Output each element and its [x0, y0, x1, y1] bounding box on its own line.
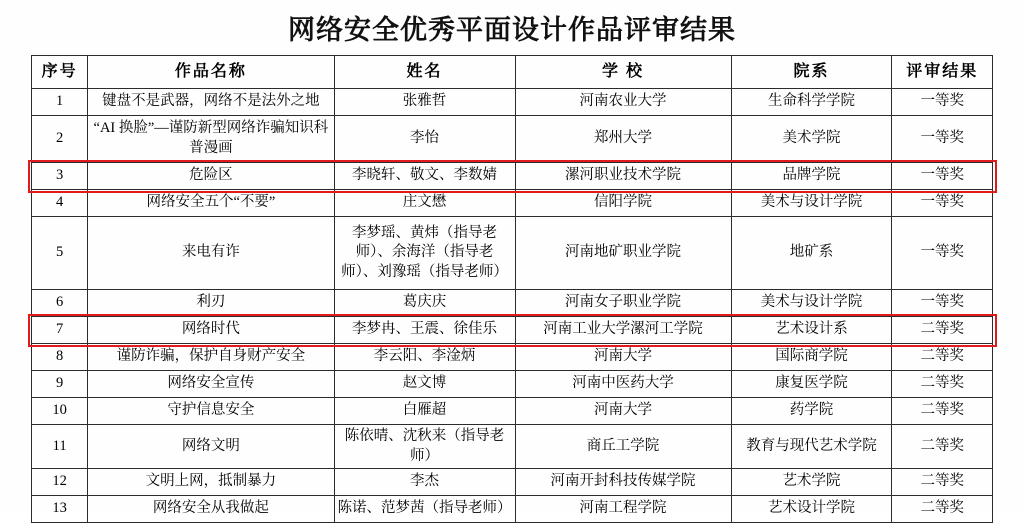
cell-work: 利刃 [88, 290, 334, 317]
cell-school: 河南农业大学 [515, 89, 731, 116]
cell-school: 漯河职业技术学院 [515, 163, 731, 190]
cell-work: 危险区 [88, 163, 334, 190]
table-row [32, 425, 993, 469]
cell-dept: 美术与设计学院 [731, 290, 892, 317]
cell-school: 河南工业大学漯河工学院 [515, 317, 731, 344]
results-table [31, 55, 993, 523]
cell-dept: 美术学院 [731, 116, 892, 163]
cell-no: 10 [32, 398, 88, 425]
cell-award: 一等奖 [892, 190, 993, 217]
cell-work: 谨防诈骗，保护自身财产安全 [88, 344, 334, 371]
cell-school: 商丘工学院 [515, 425, 731, 469]
cell-dept: 品牌学院 [731, 163, 892, 190]
cell-dept: 地矿系 [731, 217, 892, 290]
cell-award: 二等奖 [892, 398, 993, 425]
header-cell-school: 学 校 [515, 56, 731, 89]
cell-work: 文明上网，抵制暴力 [88, 469, 334, 496]
cell-school: 河南地矿职业学院 [515, 217, 731, 290]
cell-work: “AI 换脸”—谨防新型网络诈骗知识科普漫画 [88, 116, 334, 163]
cell-name: 赵文博 [334, 371, 515, 398]
table-row [32, 469, 993, 496]
table-row [32, 496, 993, 523]
cell-name: 葛庆庆 [334, 290, 515, 317]
cell-name: 李梦瑶、黄炜（指导老师）、余海洋（指导老师）、刘豫瑶（指导老师） [334, 217, 515, 290]
cell-name: 张雅哲 [334, 89, 515, 116]
header-cell-no: 序号 [32, 56, 88, 89]
table-row [32, 190, 993, 217]
cell-award: 一等奖 [892, 163, 993, 190]
cell-award: 二等奖 [892, 425, 993, 469]
cell-name: 李云阳、李淦炳 [334, 344, 515, 371]
cell-name: 白雁超 [334, 398, 515, 425]
cell-no: 13 [32, 496, 88, 523]
table-row [32, 344, 993, 371]
cell-work: 网络时代 [88, 317, 334, 344]
cell-dept: 艺术设计学院 [731, 496, 892, 523]
cell-award: 二等奖 [892, 496, 993, 523]
cell-name: 庄文懋 [334, 190, 515, 217]
cell-award: 一等奖 [892, 290, 993, 317]
table-row [32, 116, 993, 163]
table-row [32, 163, 993, 190]
cell-name: 陈诺、范梦茜（指导老师） [334, 496, 515, 523]
header-cell-work: 作品名称 [88, 56, 334, 89]
cell-name: 李晓轩、敬文、李数婧 [334, 163, 515, 190]
cell-award: 一等奖 [892, 89, 993, 116]
cell-work: 网络文明 [88, 425, 334, 469]
cell-school: 河南大学 [515, 398, 731, 425]
cell-dept: 教育与现代艺术学院 [731, 425, 892, 469]
cell-school: 郑州大学 [515, 116, 731, 163]
cell-dept: 艺术学院 [731, 469, 892, 496]
table-row [32, 398, 993, 425]
cell-name: 陈依晴、沈秋来（指导老师） [334, 425, 515, 469]
cell-no: 4 [32, 190, 88, 217]
cell-dept: 美术与设计学院 [731, 190, 892, 217]
table-row [32, 371, 993, 398]
cell-no: 11 [32, 425, 88, 469]
cell-award: 一等奖 [892, 217, 993, 290]
cell-no: 7 [32, 317, 88, 344]
cell-name: 李怡 [334, 116, 515, 163]
header-cell-award: 评审结果 [892, 56, 993, 89]
table-header-row [32, 56, 993, 89]
cell-school: 信阳学院 [515, 190, 731, 217]
cell-work: 网络安全从我做起 [88, 496, 334, 523]
cell-work: 网络安全宣传 [88, 371, 334, 398]
cell-dept: 艺术设计系 [731, 317, 892, 344]
page-title: 网络安全优秀平面设计作品评审结果 [288, 15, 736, 45]
cell-school: 河南工程学院 [515, 496, 731, 523]
table-row [32, 217, 993, 290]
header-cell-dept: 院系 [731, 56, 892, 89]
cell-work: 守护信息安全 [88, 398, 334, 425]
cell-award: 一等奖 [892, 116, 993, 163]
cell-school: 河南女子职业学院 [515, 290, 731, 317]
cell-school: 河南大学 [515, 344, 731, 371]
cell-name: 李杰 [334, 469, 515, 496]
cell-no: 8 [32, 344, 88, 371]
header-cell-name: 姓名 [334, 56, 515, 89]
cell-no: 1 [32, 89, 88, 116]
cell-no: 12 [32, 469, 88, 496]
cell-school: 河南中医药大学 [515, 371, 731, 398]
cell-dept: 国际商学院 [731, 344, 892, 371]
cell-award: 二等奖 [892, 371, 993, 398]
cell-award: 二等奖 [892, 469, 993, 496]
cell-school: 河南开封科技传媒学院 [515, 469, 731, 496]
cell-award: 二等奖 [892, 317, 993, 344]
cell-no: 5 [32, 217, 88, 290]
cell-no: 9 [32, 371, 88, 398]
table-body [32, 89, 993, 523]
cell-no: 3 [32, 163, 88, 190]
cell-no: 2 [32, 116, 88, 163]
cell-work: 键盘不是武器，网络不是法外之地 [88, 89, 334, 116]
cell-name: 李梦冉、王震、徐佳乐 [334, 317, 515, 344]
table-header [32, 56, 993, 89]
cell-work: 网络安全五个“不要” [88, 190, 334, 217]
cell-no: 6 [32, 290, 88, 317]
cell-award: 二等奖 [892, 344, 993, 371]
table-row [32, 290, 993, 317]
cell-dept: 生命科学学院 [731, 89, 892, 116]
cell-dept: 药学院 [731, 398, 892, 425]
table-row [32, 89, 993, 116]
table-row [32, 317, 993, 344]
cell-work: 来电有诈 [88, 217, 334, 290]
cell-dept: 康复医学院 [731, 371, 892, 398]
